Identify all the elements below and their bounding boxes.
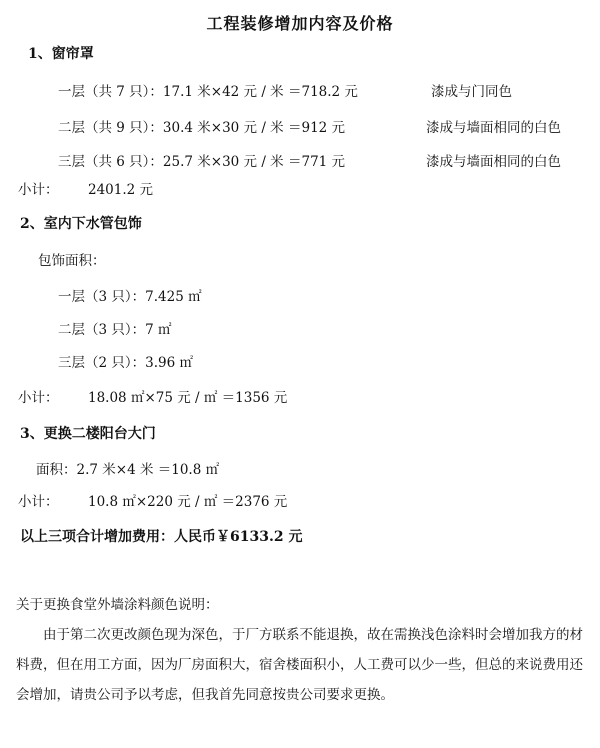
section-1-subtotal-label: 小计： <box>18 182 59 198</box>
section-1-subtotal: 2401.2 元 <box>88 182 154 198</box>
section-2-intro: 包饰面积： <box>38 253 106 269</box>
section-3-subtotal: 10.8 ㎡×220 元 / ㎡ ＝2376 元 <box>88 494 288 510</box>
section-1-note-2: 漆成与墙面相同的白色 <box>426 120 561 136</box>
section-3-area: 面积：2.7 米×4 米 ＝10.8 ㎡ <box>36 462 220 478</box>
document-title: 工程装修增加内容及价格 <box>206 14 394 33</box>
section-1-note-3: 漆成与墙面相同的白色 <box>426 154 561 170</box>
section-2-line-2: 二层（3 只）：7 ㎡ <box>58 322 172 338</box>
section-2-line-3: 三层（2 只）：3.96 ㎡ <box>58 355 193 371</box>
section-2-line-1: 一层（3 只）：7.425 ㎡ <box>58 289 202 305</box>
grand-total: 以上三项合计增加费用：人民币￥6133.2 元 <box>20 529 303 545</box>
section-1-heading: 1、窗帘罩 <box>28 46 94 62</box>
section-2-heading: 2、室内下水管包饰 <box>20 216 142 232</box>
section-3-subtotal-label: 小计： <box>18 494 59 510</box>
section-1-line-3: 三层（共 6 只）：25.7 米×30 元 / 米 ＝771 元 <box>58 154 346 170</box>
section-3-heading: 3、更换二楼阳台大门 <box>20 426 156 442</box>
section-1-note-1: 漆成与门同色 <box>431 84 512 100</box>
explanation-title: 关于更换食堂外墙涂料颜色说明： <box>16 597 219 613</box>
section-2-subtotal-label: 小计： <box>18 390 59 406</box>
explanation-paragraph <box>16 620 586 710</box>
explanation-body: 由于第二次更改颜色现为深色，于厂方联系不能退换，故在需换浅色涂料时会增加我方的材料费，但在用工方面，因为厂房面积大，宿舍楼面积小，人工费可以少一些，但总的来说费用还会增加，请贵公司予以考虑，但我首先同意按贵公司要求更换。 <box>16 627 583 703</box>
section-1-line-2: 二层（共 9 只）：30.4 米×30 元 / 米 ＝912 元 <box>58 120 346 136</box>
section-1-line-1: 一层（共 7 只）：17.1 米×42 元 / 米 ＝718.2 元 <box>58 84 358 100</box>
section-2-subtotal: 18.08 ㎡×75 元 / ㎡ ＝1356 元 <box>88 390 288 406</box>
